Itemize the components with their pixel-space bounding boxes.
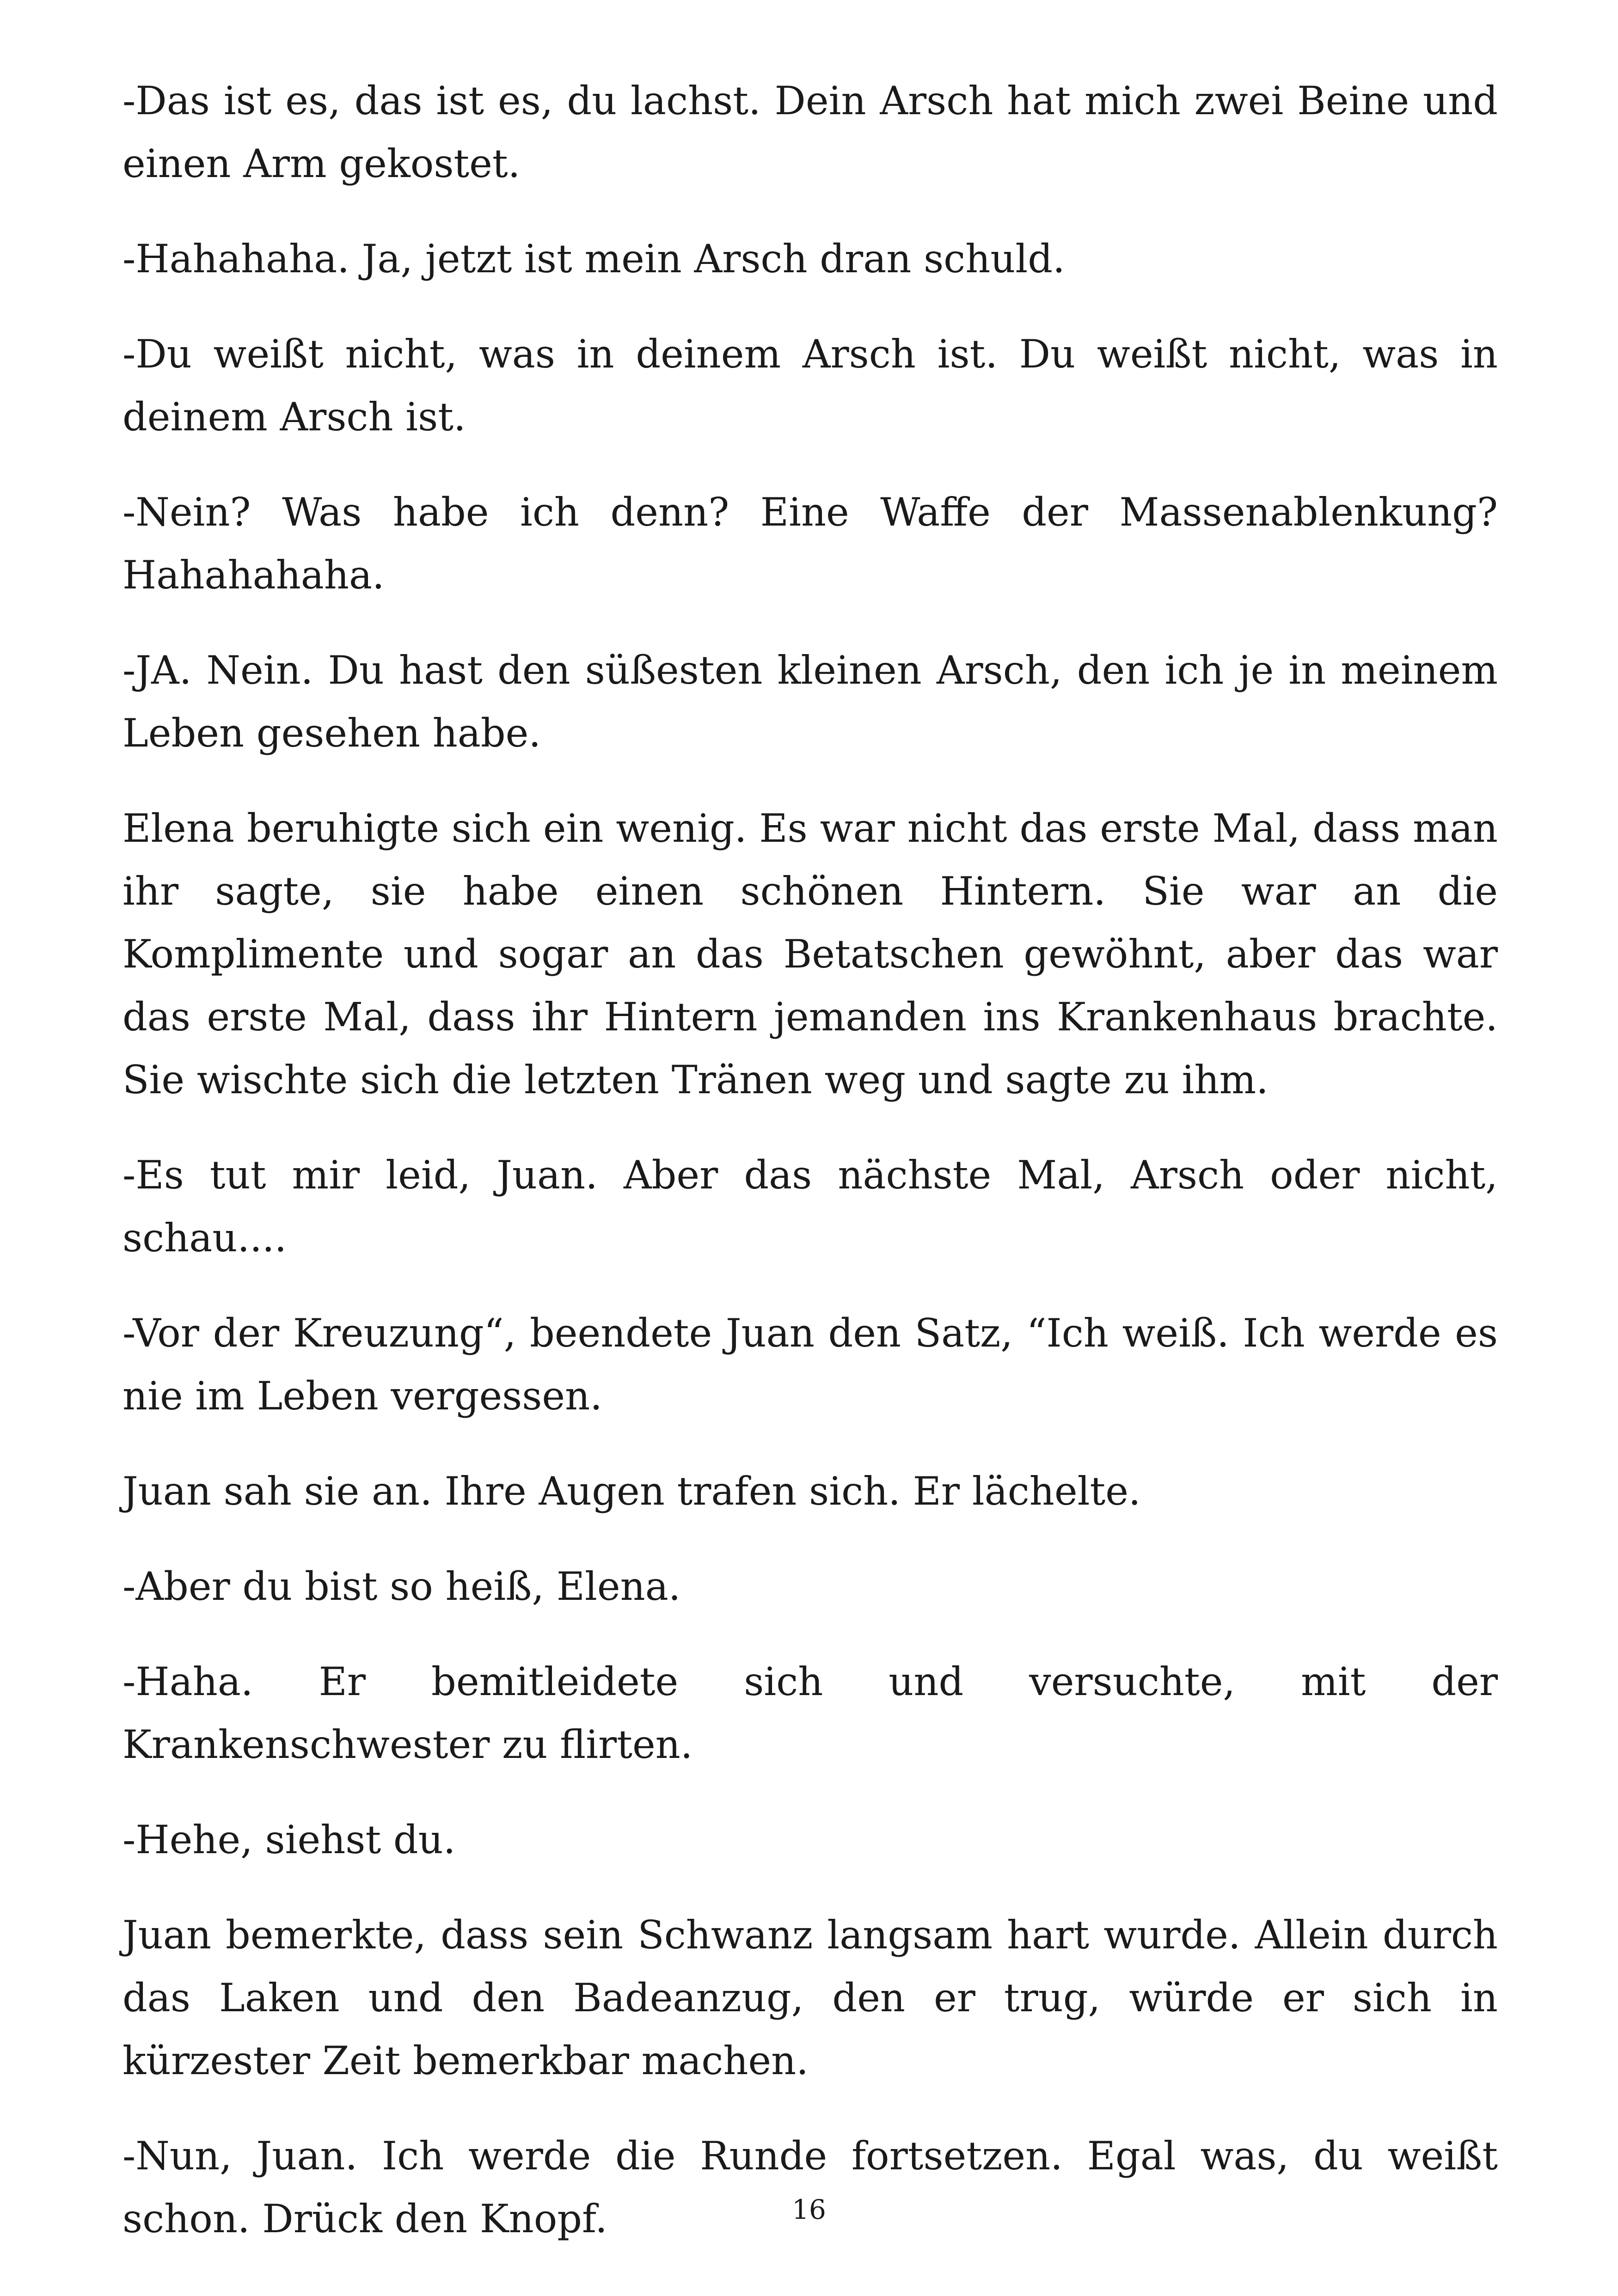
paragraph: -JA. Nein. Du hast den süßesten kleinen Arsch, den ich je in meinem Leben gesehen habe.	[123, 648, 1498, 756]
paragraph: -Es tut mir leid, Juan. Aber das nächste Mal, Arsch oder nicht, schau....	[123, 1152, 1498, 1261]
paragraph: Juan bemerkte, dass sein Schwanz langsam hart wurde. Allein durch das Laken und den Badeanzug, den er trug, würde er sich in kürzester Zeit bemerkbar machen.	[123, 1912, 1498, 2083]
paragraph: -Nun, Juan. Ich werde die Runde fortsetzen. Egal was, du weißt schon. Drück den Knopf.	[123, 2133, 1498, 2241]
paragraph: Elena beruhigte sich ein wenig. Es war nicht das erste Mal, dass man ihr sagte, sie habe einen schönen Hintern. Sie war an die Komplimente und sogar an das Betatschen gewöhnt, aber das war das erste Mal, dass ihr Hintern jemanden ins Krankenhaus brachte. Sie wischte sich die letzten Tränen weg und sagte zu ihm.	[123, 806, 1498, 1102]
page-body	[123, 69, 1498, 2283]
paragraph: Juan sah sie an. Ihre Augen trafen sich. Er lächelte.	[123, 1469, 1141, 1514]
page-number: 16	[792, 2194, 826, 2225]
paragraph: -Das ist es, das ist es, du lachst. Dein Arsch hat mich zwei Beine und einen Arm gekostet.	[123, 78, 1498, 186]
paragraph: -Du weißt nicht, was in deinem Arsch ist. Du weißt nicht, was in deinem Arsch ist.	[123, 331, 1498, 440]
paragraph: -Haha. Er bemitleidete sich und versuchte, mit der Krankenschwester zu flirten.	[123, 1659, 1498, 1767]
paragraph: -Vor der Kreuzung“, beendete Juan den Satz, “Ich weiß. Ich werde es nie im Leben vergessen.	[123, 1310, 1498, 1419]
paragraph: -Hehe, siehst du.	[123, 1817, 456, 1862]
paragraph: -Aber du bist so heiß, Elena.	[123, 1564, 681, 1609]
paragraph: -Hahahaha. Ja, jetzt ist mein Arsch dran schuld.	[123, 236, 1065, 282]
paragraph: -Nein? Was habe ich denn? Eine Waffe der Massenablenkung? Hahahahaha.	[123, 490, 1498, 598]
